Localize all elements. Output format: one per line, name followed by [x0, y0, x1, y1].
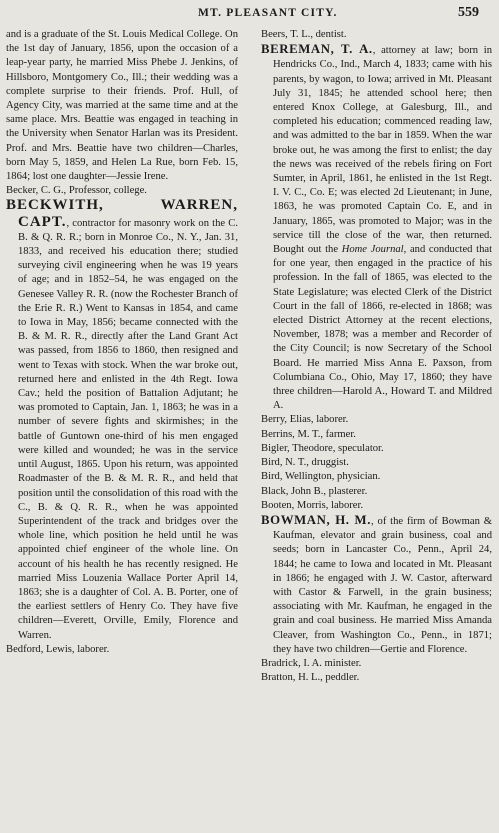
beckwith-text: , contractor for masonry work on the C. B. & Q. R. R.; born in Monroe Co., N. Y., Jan. 31, 1833, and received his education there; studied surveying civil engineering when he was 19 years of age; and in 1852–54, he was engaged on the Genesee Valley R. R. (now the Rochester Branch of the Erie R. R.) Went to Kansas in 1854, and came to Iowa in May, 1856; became connected with the B. & M. R. R., directly after the Land Grant Act was passed, from 1856 to 1860, then resigned and went to Texas with stock. When the war broke out, returned here and enlisted in the 4th Regt. Iowa Cav.; held the position of Battalion Adjutant; he was promoted to Captain, Jan. 1, 1863; he was in a number of severe fights and skirmishes; in the battle of Guntown one-third of his men engaged were killed and wounded; he was in the service until August, 1865. Upon his return, was appointed Roadmaster of the B. & M. R. R., and held that position until the consolidation of this road with the C., B. & Q. R. R., when he was appointed Superintendent of the track and bridges over the whole line, which position he held until he was appointed chief engineer of the whole line. On account of his health he has recently resigned. He married Miss Louzenia Wallace Porter April 14, 1863; she is a daughter of Col. A. B. Porter, one of the earliest settlers of Henry Co. They have five children—Everett, Orville, Emily, Florence and Warren.	[18, 217, 238, 641]
directory-line: Black, John B., plasterer.	[261, 485, 368, 497]
directory-line: Bigler, Theodore, speculator.	[261, 442, 384, 454]
bowman-name: BOWMAN, H. M.	[261, 512, 372, 527]
bereman-name: BEREMAN, T. A.	[261, 42, 373, 57]
right-column	[261, 28, 492, 685]
directory-line: Berry, Elias, laborer.	[261, 414, 349, 426]
running-head: MT. PLEASANT CITY.	[198, 7, 338, 19]
left-column	[6, 28, 238, 657]
directory-line: Berrins, M. T., farmer.	[261, 428, 356, 440]
bradrick-entry: Bradrick, I. A. minister.	[261, 657, 362, 669]
bereman-italic-title: Home Journal	[341, 244, 404, 256]
becker-entry: Becker, C. G., Professor, college.	[6, 185, 147, 197]
bowman-entry	[261, 513, 492, 657]
beers-entry: Beers, T. L., dentist.	[261, 29, 347, 40]
beattie-entry-continuation: and is a graduate of the St. Louis Medical College. On the 1st day of January, 1856, upon the occasion of a leap-year party, he married Miss Phebe J. Jenkins, of Hillsboro, Montgomery Co., Ill.; their wedding was a complete surprise to their friends. Prof. Hull, of Agency City, was married at the same time and at the same place. Mrs. Beattie was engaged in teaching in the University when Senator Harlan was its President. Prof. and Mrs. Beattie have two children—Charles, born May 5, 1859, and Helen La Rue, born Feb. 15, 1864; lost one daughter—Jessie Irene.	[6, 29, 238, 183]
beckwith-name: BECKWITH, WARREN, CAPT.	[6, 197, 238, 230]
beckwith-entry	[6, 198, 238, 642]
directory-line: Booten, Morris, laborer.	[261, 499, 364, 511]
bedford-entry: Bedford, Lewis, laborer.	[6, 643, 110, 655]
page-header	[0, 4, 499, 26]
directory-line: Bird, N. T., druggist.	[261, 457, 349, 469]
directory-line: Bird, Wellington, physician.	[261, 471, 381, 483]
bereman-entry	[261, 42, 492, 413]
page-number: 559	[458, 5, 479, 20]
bereman-text-2: , and conducted that for one year, then engaged in the practice of his profession. In the fall of 1865, was elected to the State Legislature; was elected Clerk of the District Court in the fall of 1866, re-elected in 1868; was elected District Attorney at the recent elections, November, 1878; was a member and Recorder of the City Council; is now Secretary of the School Board. He married Miss Anna E. Paxson, from Columbiana Co., Ohio, May 17, 1860; they have three children—Harold A., Howard T. and Mildred A.	[273, 244, 493, 412]
bowman-text: , of the firm of Bowman & Kaufman, elevator and grain business, coal and seeds; born in Lancaster Co., Penn., April 24, 1844; he came to Iowa and located in Mt. Pleasant in 1866; he engaged with J. W. Castor, afterward with Castor & Farwell, in the grain business; associating with Mr. Kaufman, he engaged in the grain and coal business. He married Miss Amanda Cleaver, from Washington Co., Penn., in 1871; they have two children—Gertie and Florence.	[273, 515, 492, 655]
bereman-text-1: , attorney at law; born in Hendricks Co., Ind., March 4, 1833; came with his parents, by wagon, to Iowa; arrived in Mt. Pleasant July 31, 1845; he attended school here; then entered Knox College, at Galesburg, Ill., and completed his education; commenced reading law, and was admitted to the bar in 1859. When the war broke out, he was among the first to enlist; the day the news was received of the rebels firing on Fort Sumter, in April, 1861, he enlisted in the 1st Regt. I. V. C., Co. E; was elected 2d Lieutenant; in June, 1863, he was promoted Captain Co. E, and in January, 1865, was promoted to Major; was in the service till the close of the war, then returned. Bought out the	[273, 45, 492, 256]
bratton-entry: Bratton, H. L., peddler.	[261, 672, 360, 684]
